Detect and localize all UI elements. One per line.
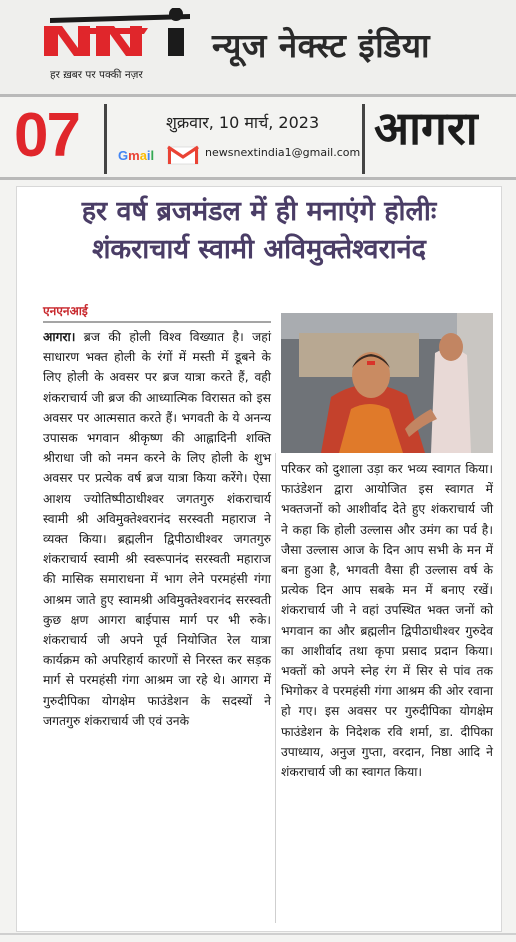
headline-line-2: शंकराचार्य स्वामी अविमुक्तेश्वरानंद [92, 234, 426, 265]
issue-date: शुक्रवार, 10 मार्च, 2023 [166, 113, 320, 132]
divider-left [104, 104, 107, 174]
headline-line-1: हर वर्ष ब्रजमंडल में ही मनाएंगे होलीः [81, 196, 437, 227]
byline: एनएनआई [43, 304, 88, 318]
page-number: 07 [14, 101, 79, 170]
city-name: आगरा [374, 101, 478, 155]
dateline: आगरा। [43, 330, 76, 344]
headline [17, 193, 501, 269]
byline-rule [43, 321, 271, 323]
svg-text:Gmail: Gmail [118, 148, 155, 163]
article-column-left [43, 327, 271, 731]
contact-email: newsnextindia1@gmail.com [205, 146, 361, 159]
gmail-icon [118, 145, 200, 165]
nni-logo [40, 8, 200, 82]
left-body-text: ब्रज की होली विश्व विख्यात है। जहां साधारण भक्त होली के रंगों में मस्ती में डूबने के लिए होली के अवसर पर ब्रज यात्रा करते हैं, वही शंकराचार्य जी ब्रज की आध्यात्मिक विरासत को इस अवसर पर आत्मसात करते हैं। भगवती के ये अनन्य उपासक भगवान श्रीकृष्ण की आह्लादिनी शक्ति श्रीराधा जी को नमन करने के लिए होली के शुभ अवसर पर प्रत्येक वर्ष ब्रज यात्रा किया करेंगे। ऐसा आशय ज्योतिष्पीठाधीश्वर जगतगुरु शंकराचार्य स्वामी श्री अविमुक्तेश्वरानंद सरस्वती महाराज ने व्यक्त किया। ब्रह्मलीन द्विपीठाधीश्वर जगतगुरु शंकराचार्य स्वामी श्री स्वरूपानंद सरस्वती महाराज की मासिक समाराधना में भाग लेने परमहंसी गंगा आश्रम जाते हुए स्वामश्री अविमुक्तेश्वरानंद सरस्वती कुछ क्षण आगरा बाईपास मार्ग पर भी रुके। शंकराचार्य जी अपने पूर्व नियोजित रेल यात्रा कार्यक्रम को अपरिहार्य कारणों से निरस्त कर सड़क मार्ग से परमहंसी गंगा आश्रम जा रहे थे। आगरा में गुरुदीपिका योगक्षेम फाउंडेशन के सदस्यों ने जगतगुरु शंकराचार्य जी एवं उनके [43, 330, 271, 728]
tagline: हर ख़बर पर पक्की नज़र [50, 69, 143, 81]
masthead-rule [0, 94, 516, 97]
column-separator [275, 453, 276, 923]
edition-rule [0, 177, 516, 180]
news-article [16, 186, 502, 932]
article-column-right [281, 459, 493, 782]
divider-right [362, 104, 365, 174]
shankaracharya-photo [281, 313, 493, 453]
right-paragraph: परिकर को दुशाला उड़ा कर भव्य स्वागत किया। फाउंडेशन द्वारा आयोजित इस स्वागत में भक्तजनों को आशीर्वाद देते हुए शंकराचार्य जी ने कहा कि होली उल्लास और उमंग का पर्व है। जैसा उल्लास आज के दिन आप सभी के मन में बना हुआ है, भगवती वैसा ही उल्लास वर्ष के प्रत्येक दिन आप सबके मन में बनाए रखें। शंकराचार्य जी ने वहां उपस्थित भक्त जनों को भगवान का और ब्रह्मलीन द्विपीठाधीश्वर गुरुदेव का आशीर्वाद तथा कृपा प्रसाद प्रदान किया। भक्तों को अपने स्नेह रंग में सिर से पांव तक भिगोकर वे परमहंसी गंगा आश्रम की ओर रवाना हो गए। इस अवसर पर गुरुदीपिका योगक्षेम फाउंडेशन के निदेशक रवि शर्मा, डा. दीपिका उपाध्याय, अनुज गुप्ता, वरदान, निष्ठा आदि ने शंकराचार्य जी का स्वागत किया। [281, 462, 493, 780]
article-photo [281, 313, 493, 453]
left-paragraph [43, 327, 271, 731]
footer-rule [0, 933, 516, 935]
paper-name: न्यूज नेक्स्ट इंडिया [212, 26, 431, 65]
masthead [0, 0, 516, 94]
nni-logo-mark [40, 8, 200, 62]
